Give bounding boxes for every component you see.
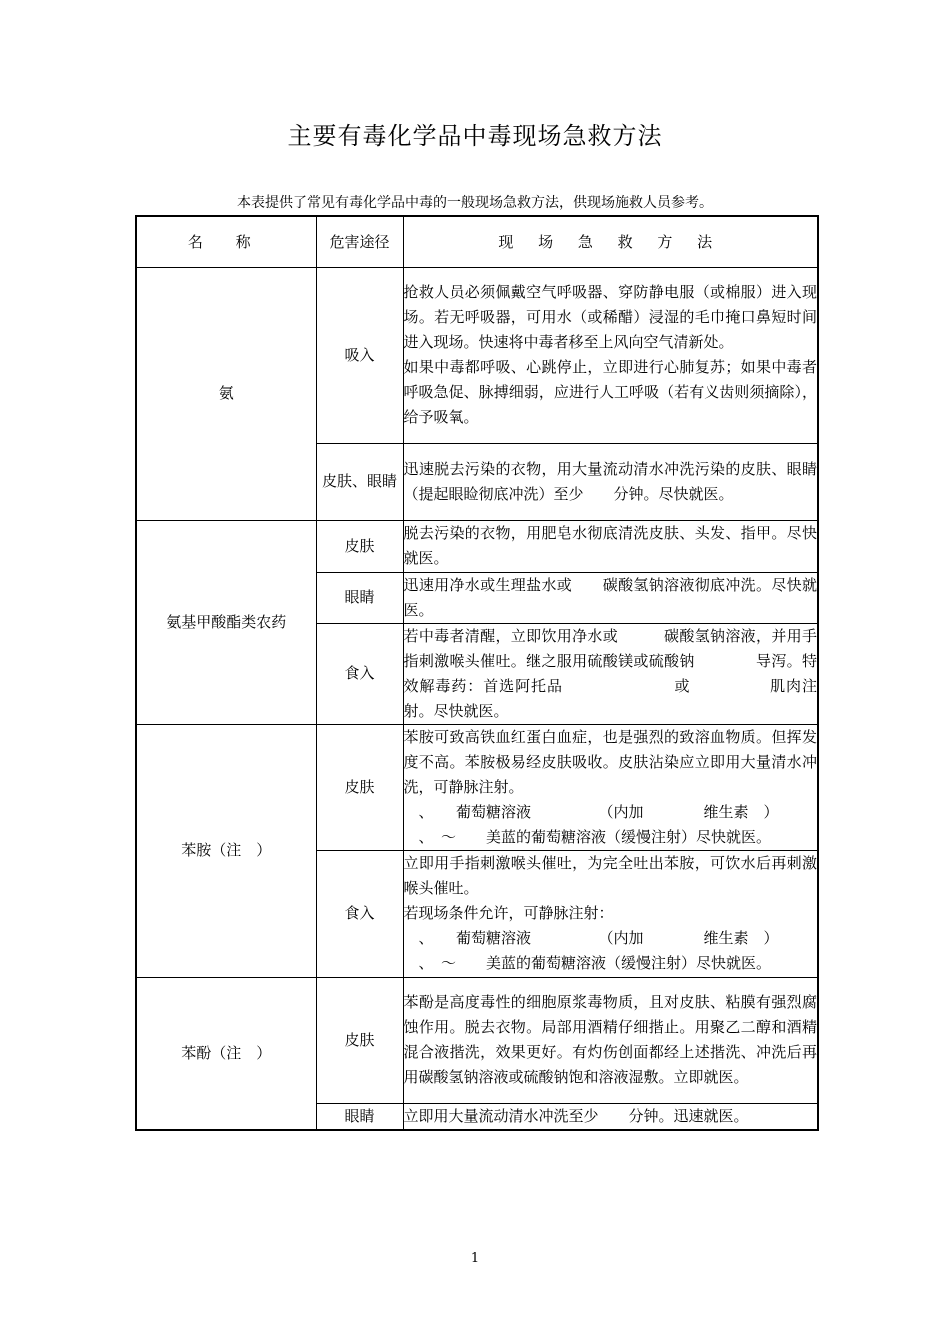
first-aid-method [403,623,818,724]
method-line: 若中毒者清醒，立即饮用净水或 碳酸氢钠溶液，并用手指刺激喉头催吐。继之服用硫酸镁或硫酸钠 导泻。特效解毒药：首选阿托品 或 肌肉注射。尽快就医。 [403,626,817,720]
exposure-route: 皮肤、眼睛 [316,443,403,520]
first-aid-table [135,215,819,1131]
substance-name: 苯胺（注 ） [136,724,316,977]
exposure-route: 吸入 [316,267,403,443]
method-line: 迅速脱去污染的衣物，用大量流动清水冲洗污染的皮肤、眼睛（提起眼睑彻底冲洗）至少 分钟。尽快就医。 [403,459,817,503]
first-aid-method [403,520,818,572]
page-number: 1 [470,1251,480,1266]
method-line: 、 葡萄糖溶液 （内加 维生素 ） [403,802,779,821]
method-line: 苯酚是高度毒性的细胞原浆毒物质，且对皮肤、粘膜有强烈腐蚀作用。脱去衣物。局部用酒精仔细揩止。用聚乙二醇和酒精混合液揩洗，效果更好。有灼伤创面都经上述揩洗、冲洗后再用碳酸氢钠溶液或硫酸钠饱和溶液湿敷。立即就医。 [403,993,817,1086]
header-row [136,216,818,267]
table-row [136,520,818,572]
header-method: 现 场 急 救 方 法 [403,216,818,267]
exposure-route: 眼睛 [316,572,403,623]
page-title: 主要有毒化学品中毒现场急救方法 [287,122,663,150]
method-line: 迅速用净水或生理盐水或 碳酸氢钠溶液彻底冲洗。尽快就医。 [403,575,817,619]
method-line: 、 ～ 美蓝的葡萄糖溶液（缓慢注射）尽快就医。 [403,827,772,846]
method-line: 若现场条件允许，可静脉注射： [403,904,614,922]
exposure-route: 食入 [316,623,403,724]
method-line: 、 葡萄糖溶液 （内加 维生素 ） [403,929,779,947]
substance-name: 氨 [136,267,316,520]
method-line: 脱去污染的衣物，用肥皂水彻底清洗皮肤、头发、指甲。尽快就医。 [403,524,817,567]
first-aid-method [403,1103,818,1130]
exposure-route: 眼睛 [316,1103,403,1130]
method-line: 苯胺可致高铁血红蛋白血症，也是强烈的致溶血物质。但挥发度不高。苯胺极易经皮肤吸收。皮肤沾染应立即用大量清水冲洗，可静脉注射。 [403,727,817,796]
table-row [136,267,818,443]
method-line: 立即用手指刺激喉头催吐，为完全吐出苯胺，可饮水后再刺激喉头催吐。 [403,854,817,897]
header-route: 危害途径 [316,216,403,267]
first-aid-method [403,572,818,623]
substance-name: 苯酚（注 ） [136,977,316,1130]
substance-name: 氨基甲酸酯类农药 [136,520,316,724]
table-row [136,977,818,1103]
header-name: 名 称 [136,216,316,267]
exposure-route: 食入 [316,850,403,977]
first-aid-method [403,977,818,1103]
intro-text: 本表提供了常见有毒化学品中毒的一般现场急救方法，供现场施救人员参考。 [237,195,713,211]
method-line: 、 ～ 美蓝的葡萄糖溶液（缓慢注射）尽快就医。 [403,954,772,972]
first-aid-method [403,850,818,977]
method-line: 立即用大量流动清水冲洗至少 分钟。迅速就医。 [403,1106,749,1125]
exposure-route: 皮肤 [316,520,403,572]
method-line: 抢救人员必须佩戴空气呼吸器、穿防静电服（或棉服）进入现场。若无呼吸器，可用水（或稀醋）浸湿的毛巾掩口鼻短时间进入现场。快速将中毒者移至上风向空气清新处。 [403,283,817,351]
first-aid-method [403,267,818,443]
first-aid-method [403,443,818,520]
method-line: 如果中毒都呼吸、心跳停止，立即进行心肺复苏；如果中毒者呼吸急促、脉搏细弱，应进行人工呼吸（若有义齿则须摘除），给予吸氧。 [403,358,817,426]
first-aid-method [403,724,818,850]
exposure-route: 皮肤 [316,724,403,850]
table-row [136,724,818,850]
exposure-route: 皮肤 [316,977,403,1103]
